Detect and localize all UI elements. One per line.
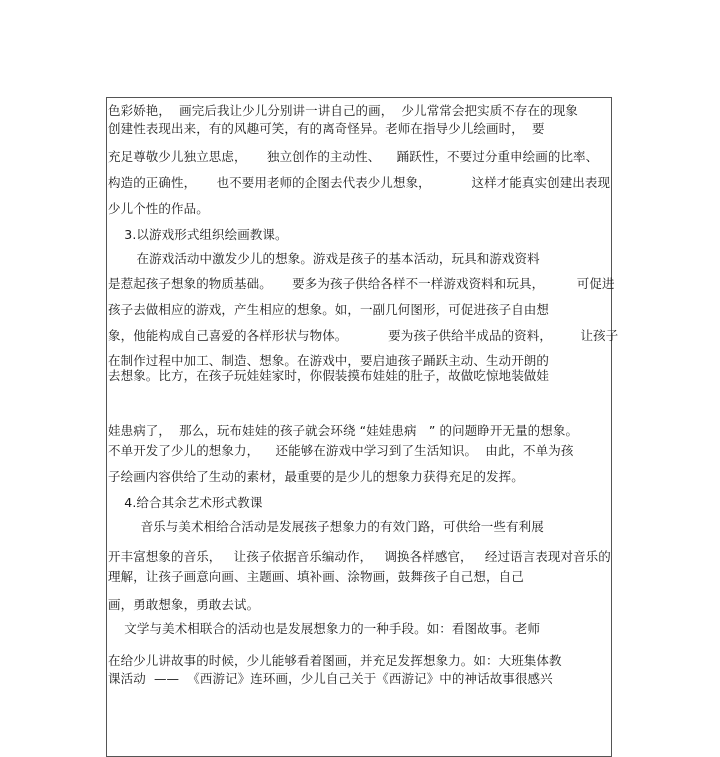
text-line: 娃患病了， 那么，玩布娃娃的孩子就会环绕 “娃娃患病 ” 的问题睁开无量的想象。 <box>108 423 579 438</box>
text-line: 是惹起孩子想象的物质基础。 要多为孩子供给各样不一样游戏资料和玩具， 可促进 <box>108 276 615 291</box>
text-line: 少儿个性的作品。 <box>108 201 209 216</box>
text-line: 充足尊敬少儿独立思虑， 独立创作的主动性、 踊跃性，不要过分重申绘画的比率、 <box>108 149 599 164</box>
text-line: 音乐与美术相给合活动是发展孩子想象力的有效门路，可供给一些有利展 <box>108 519 544 534</box>
text-line: 象，他能构成自己喜爱的各样形状与物体。 要为孩子供给半成品的资料， 让孩子 <box>108 328 619 343</box>
text-line: 在给少儿讲故事的时候，少儿能够看着图画，并充足发挥想象力。如：大班集体教 <box>108 653 562 668</box>
text-line: 画，勇敢想象，勇敢去试。 <box>108 597 260 612</box>
text-line: 在制作过程中加工、制造、想象。在游戏中，要启迪孩子踊跃主动、生动开朗的 <box>108 353 550 368</box>
text-line: 文学与美术相联合的活动也是发展想象力的一种手段。如：看图故事。老师 <box>108 621 541 636</box>
text-line: 孩子去做相应的游戏，产生相应的想象。如，一副几何图形，可促进孩子自由想 <box>108 302 550 317</box>
text-line: 在游戏活动中激发少儿的想象。游戏是孩子的基本活动，玩具和游戏资料 <box>108 251 540 266</box>
text-line: 构造的正确性， 也不要用老师的企图去代表少儿想象， 这样才能真实创建出表现 <box>108 175 611 190</box>
section-heading: 3.以游戏形式组织绘画教课。 <box>108 227 288 242</box>
text-line: 创建性表现出来，有的风趣可笑，有的离奇怪异。老师在指导少儿绘画时， 要 <box>108 121 545 136</box>
text-line: 不单开发了少儿的想象力， 还能够在游戏中学习到了生活知识。 由此，不单为孩 <box>108 443 574 458</box>
text-line: 课活动 —— 《西游记》连环画，少儿自己关于《西游记》中的神话故事很感兴 <box>108 671 553 686</box>
text-line: 子绘画内容供给了生动的素材，最重要的是少儿的想象力获得充足的发挥。 <box>108 469 524 484</box>
text-line: 色彩娇艳， 画完后我让少儿分别讲一讲自己的画， 少儿常常会把实质不存在的现象 <box>108 103 578 118</box>
text-line: 去想象。比方，在孩子玩娃娃家时，你假装摸布娃娃的肚子，故做吃惊地装做娃 <box>108 368 550 383</box>
section-heading: 4.给合其余艺术形式教课 <box>108 495 263 510</box>
text-line: 开丰富想象的音乐， 让孩子依据音乐编动作， 调换各样感官， 经过语言表现对音乐的 <box>108 549 611 564</box>
text-line: 理解，让孩子画意向画、主题画、填补画、涂物画，鼓舞孩子自己想，自己 <box>108 569 524 584</box>
